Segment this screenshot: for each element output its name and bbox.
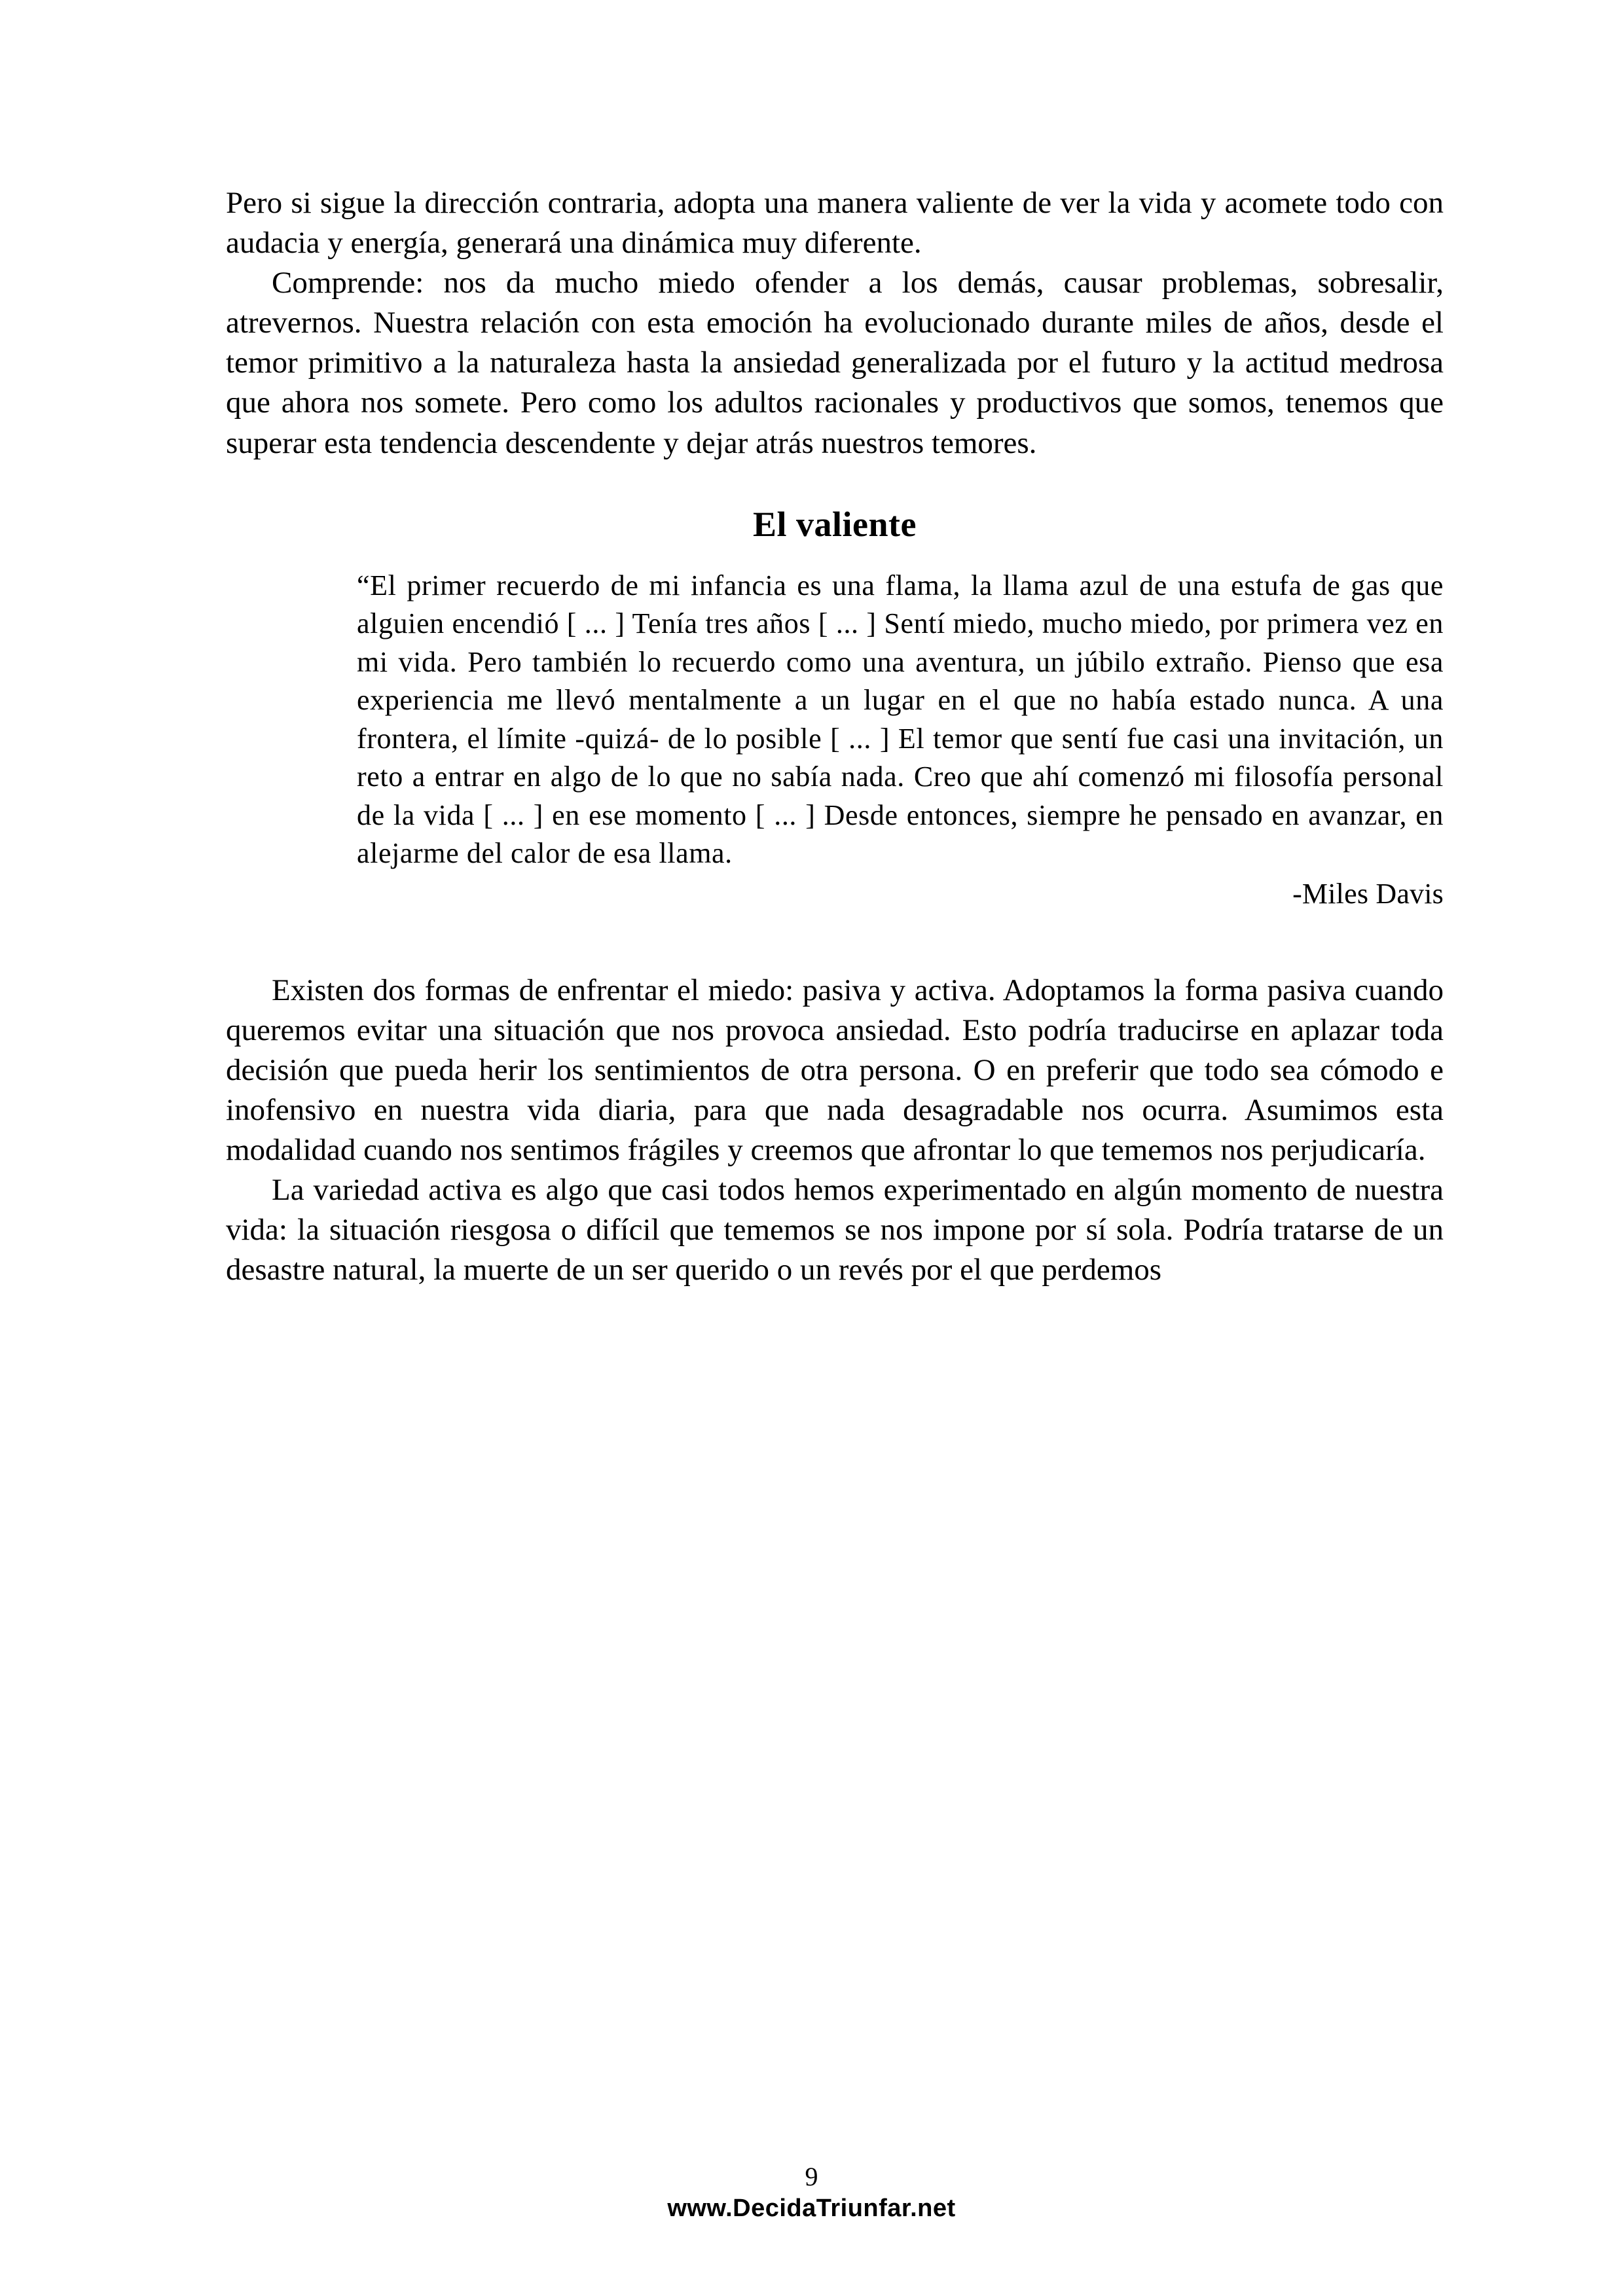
paragraph: Pero si sigue la dirección contraria, adopta una manera valiente de ver la vida y acomete todo con audacia y energía, generará una dinámica muy diferente. [226,186,1444,260]
paragraph: Comprende: nos da mucho miedo ofender a los demás, causar problemas, sobresalir, atrevernos. Nuestra relación con esta emoción ha evolucionado durante miles de años, desde el temor primitivo a la naturaleza hasta la ansiedad generalizada por el futuro y la actitud medrosa que ahora nos somete. Pero como los adultos racionales y productivos que somos, tenemos que superar esta tendencia descendente y dejar atrás nuestros temores. [226,266,1444,460]
paragraph: Existen dos formas de enfrentar el miedo: pasiva y activa. Adoptamos la forma pasiva cuando queremos evitar una situación que nos provoca ansiedad. Esto podría traducirse en aplazar toda decisión que pueda herir los sentimientos de otra persona. O en preferir que todo sea cómodo e inofensivo en nuestra vida diaria, para que nada desagradable nos ocurra. Asumimos esta modalidad cuando nos sentimos frágiles y creemos que afrontar lo que tememos nos perjudicaría. [226,973,1444,1168]
blockquote-attribution: -Miles Davis [1292,877,1444,910]
page-footer [0,2161,1623,2223]
spacer [226,910,1444,971]
section-heading: El valiente [753,504,917,544]
blockquote [357,567,1444,910]
page-content [226,183,1444,1291]
page-number: 9 [805,2162,818,2191]
blockquote-text: “El primer recuerdo de mi infancia es una flama, la llama azul de una estufa de gas que alguien encendió [ ... ] Tenía tres años [ ... ] Sentí miedo, mucho miedo, por primera vez en mi vida. Pero también lo recuerdo como una aventura, un júbilo extraño. Pienso que esa experiencia me llevó mentalmente a un lugar en el que no había estado nunca. A una frontera, el límite -quizá- de lo posible [ ... ] El temor que sentí fue casi una invitación, un reto a entrar en algo de lo que no sabía nada. Creo que ahí comenzó mi filosofía personal de la vida [ ... ] en ese momento [ ... ] Desde entonces, siempre he pensado en avanzar, en alejarme del calor de esa llama. [357,569,1444,870]
site-url: www.DecidaTriunfar.net [667,2195,956,2222]
paragraph: La variedad activa es algo que casi todos hemos experimentado en algún momento de nuestra vida: la situación riesgosa o difícil que tememos se nos impone por sí sola. Podría tratarse de un desastre natural, la muerte de un ser querido o un revés por el que perdemos [226,1173,1444,1287]
